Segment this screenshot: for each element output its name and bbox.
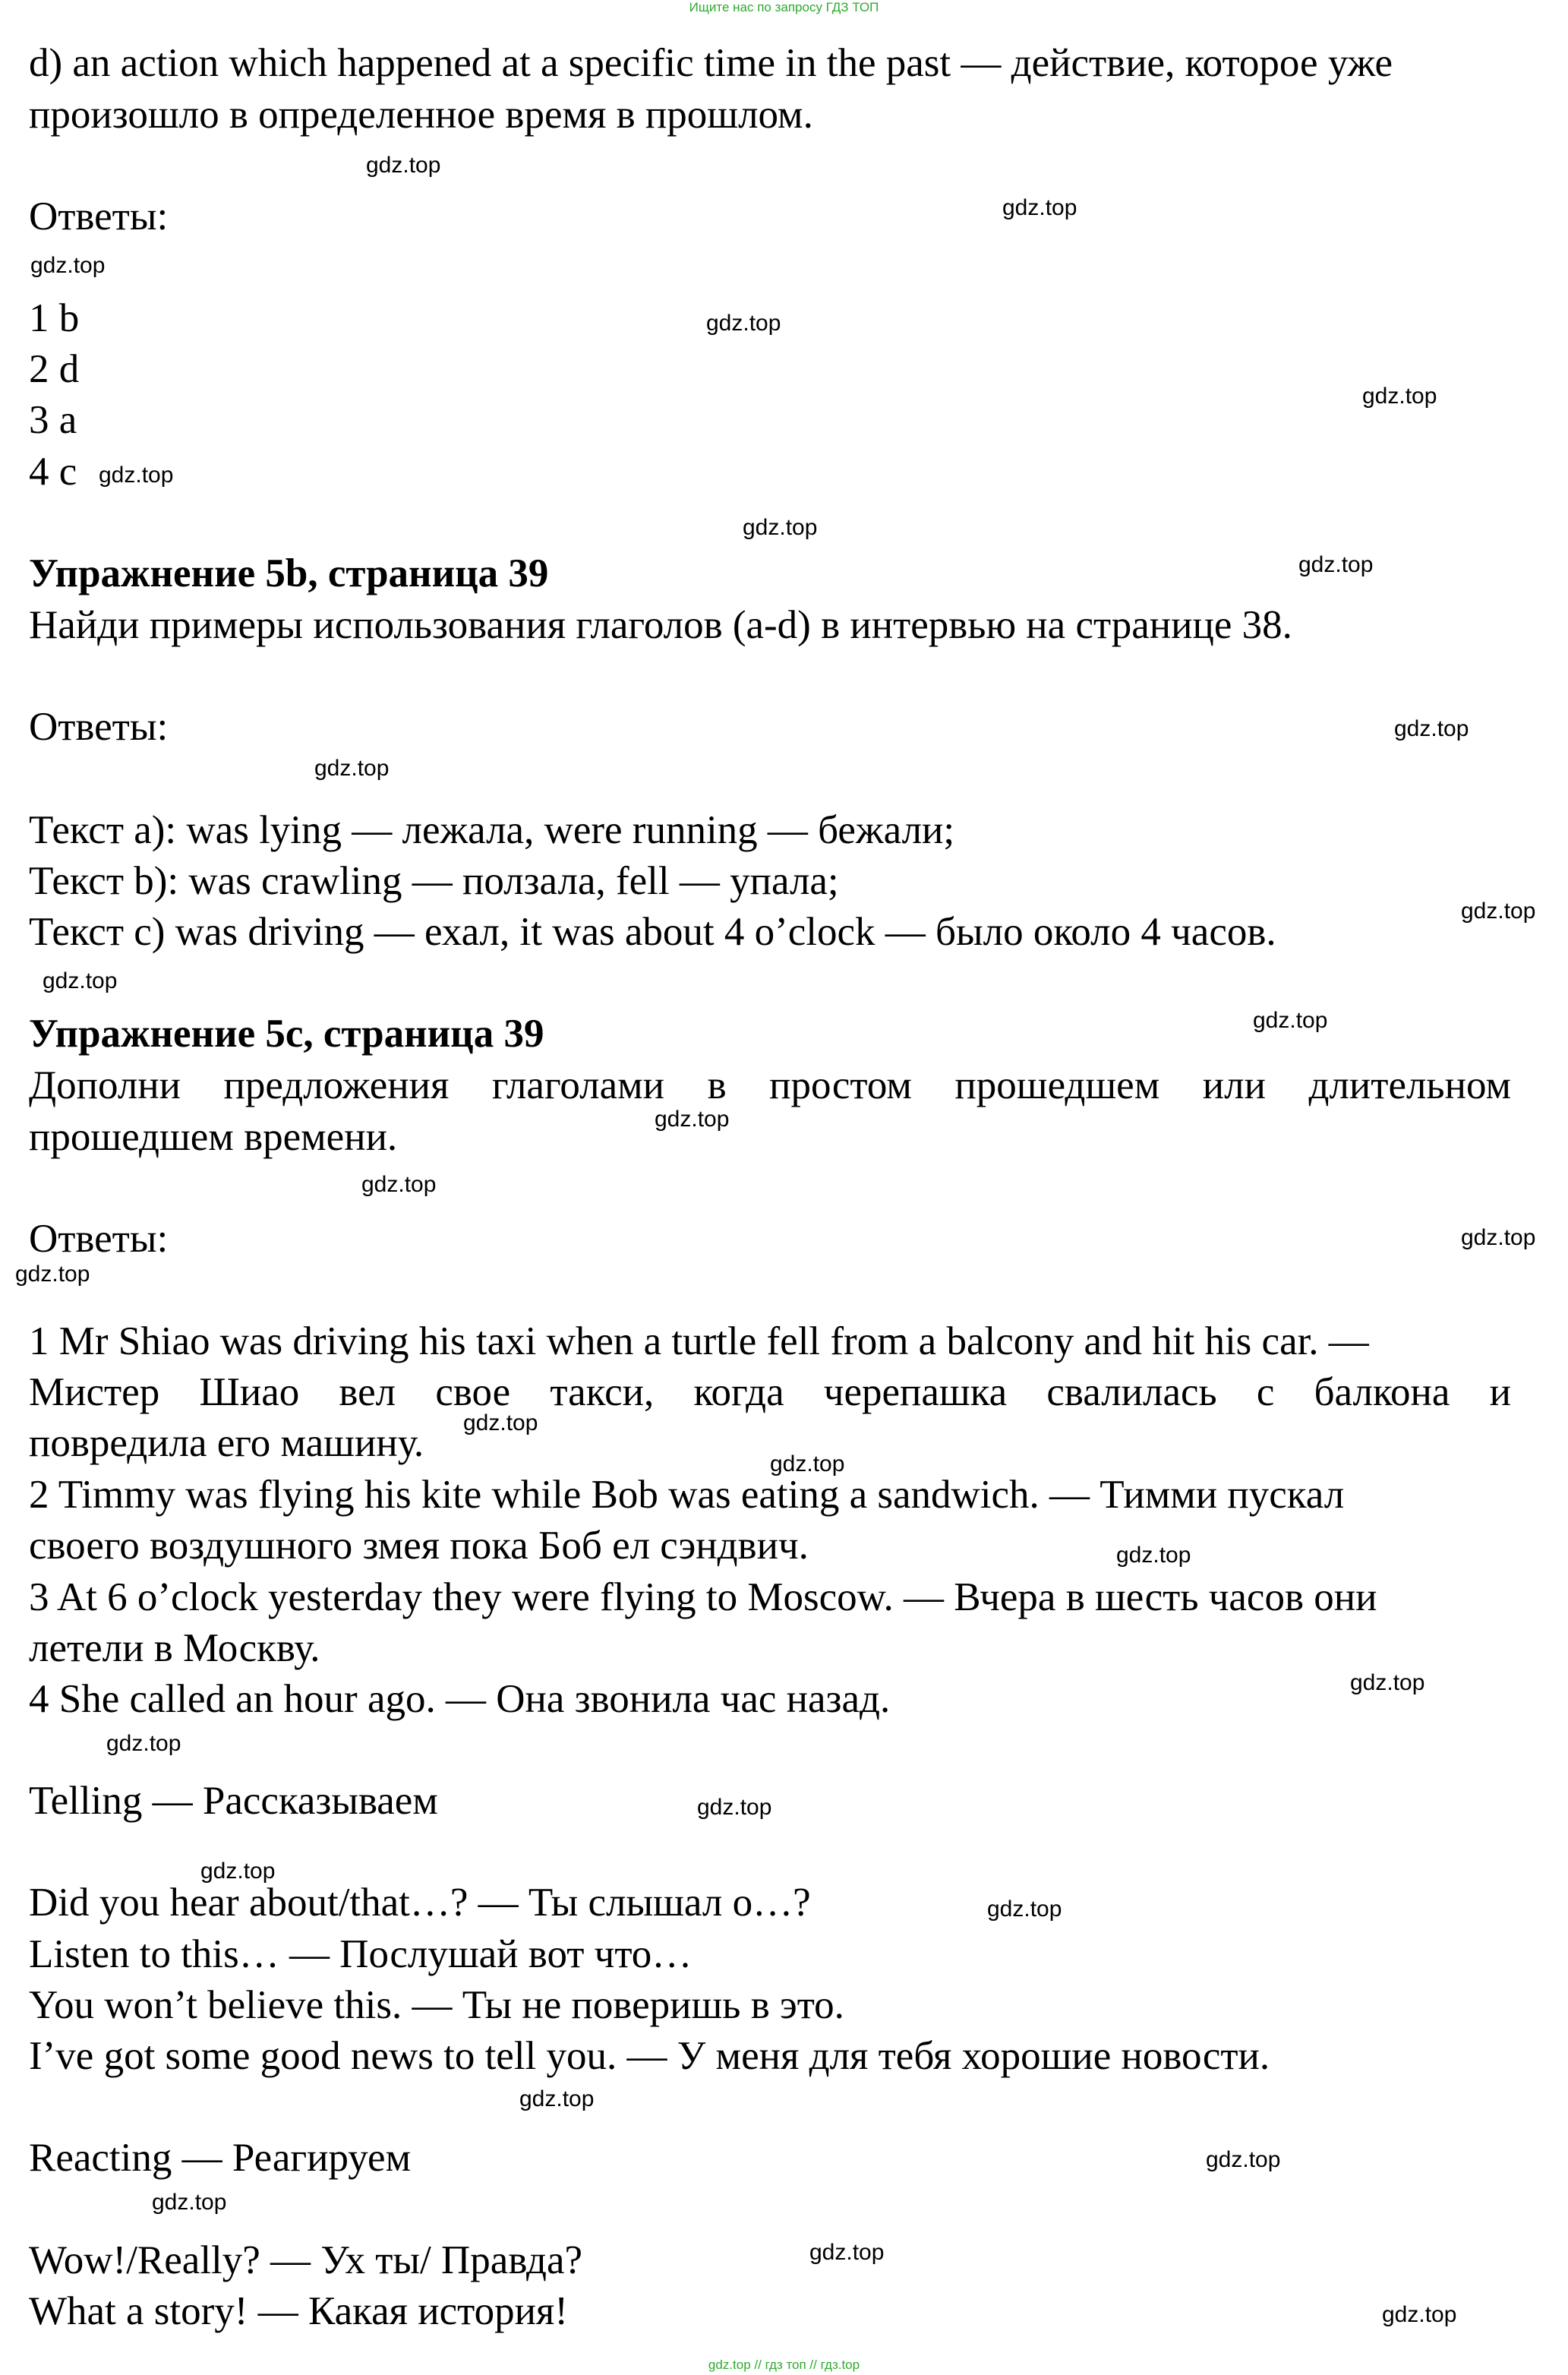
watermark: gdz.top bbox=[99, 463, 174, 488]
phrase-item: Listen to this… — Послушай вот что… bbox=[29, 1932, 693, 1976]
exercise-5c-title: Упражнение 5c, страница 39 bbox=[29, 1012, 544, 1056]
bottom-banner[interactable]: gdz.top // гдз топ // гдз.top bbox=[708, 2358, 860, 2372]
watermark: gdz.top bbox=[1350, 1670, 1425, 1695]
intro-line: d) an action which happened at a specific time in the past — действие, которое уже bbox=[29, 41, 1393, 85]
watermark: gdz.top bbox=[809, 2240, 885, 2265]
answer-item: 2 d bbox=[29, 347, 80, 391]
answer-item: Текст b): was crawling — ползала, fell — упала; bbox=[29, 859, 839, 903]
answer-item: Текст a): was lying — лежала, were running — бежали; bbox=[29, 808, 955, 852]
watermark: gdz.top bbox=[30, 253, 106, 278]
watermark: gdz.top bbox=[1362, 384, 1437, 409]
watermark: gdz.top bbox=[1461, 899, 1536, 924]
answers-label: Ответы: bbox=[29, 194, 169, 238]
answer-item: 1 Mr Shiao was driving his taxi when a turtle fell from a balcony and hit his car. — bbox=[29, 1319, 1369, 1363]
watermark: gdz.top bbox=[1206, 2147, 1281, 2172]
answer-item: 2 Timmy was flying his kite while Bob was eating a sandwich. — Тимми пускал bbox=[29, 1473, 1345, 1517]
watermark: gdz.top bbox=[1461, 1225, 1536, 1250]
phrase-item: Did you hear about/that…? — Ты слышал о…? bbox=[29, 1881, 811, 1925]
phrase-item: Wow!/Really? — Ух ты/ Правда? bbox=[29, 2238, 583, 2282]
phrase-item: You won’t believe this. — Ты не поверишь в это. bbox=[29, 1983, 844, 2027]
watermark: gdz.top bbox=[366, 153, 441, 178]
answer-item: своего воздушного змея пока Боб ел сэндвич. bbox=[29, 1524, 809, 1568]
watermark: gdz.top bbox=[200, 1859, 276, 1884]
watermark: gdz.top bbox=[361, 1172, 437, 1197]
answer-item: Текст c) was driving — ехал, it was about 4 o’clock — было около 4 часов. bbox=[29, 910, 1276, 954]
phrase-item: What a story! — Какая история! bbox=[29, 2289, 568, 2333]
watermark: gdz.top bbox=[743, 515, 818, 540]
watermark: gdz.top bbox=[697, 1795, 772, 1820]
watermark: gdz.top bbox=[770, 1451, 845, 1476]
watermark: gdz.top bbox=[519, 2086, 595, 2111]
answers-label: Ответы: bbox=[29, 705, 169, 749]
exercise-5b-title: Упражнение 5b, страница 39 bbox=[29, 551, 549, 595]
answer-item: повредила его машину. bbox=[29, 1421, 424, 1465]
top-banner[interactable]: Ищите нас по запросу ГДЗ ТОП bbox=[689, 0, 879, 14]
phrase-item: I’ve got some good news to tell you. — У меня для тебя хорошие новости. bbox=[29, 2034, 1270, 2078]
watermark: gdz.top bbox=[987, 1897, 1062, 1922]
answers-label: Ответы: bbox=[29, 1217, 169, 1261]
watermark: gdz.top bbox=[706, 311, 781, 336]
watermark: gdz.top bbox=[152, 2190, 227, 2215]
watermark: gdz.top bbox=[1002, 195, 1077, 220]
answer-item: летели в Москву. bbox=[29, 1626, 320, 1670]
watermark: gdz.top bbox=[1382, 2302, 1457, 2327]
watermark: gdz.top bbox=[314, 756, 390, 781]
exercise-5c-task: Дополни предложения глаголами в простом прошедшем или длительном bbox=[29, 1063, 1511, 1107]
telling-title: Telling — Рассказываем bbox=[29, 1779, 438, 1823]
answer-item: 1 b bbox=[29, 296, 80, 340]
watermark: gdz.top bbox=[43, 968, 118, 993]
intro-line: произошло в определенное время в прошлом. bbox=[29, 93, 813, 137]
watermark: gdz.top bbox=[106, 1731, 181, 1756]
reacting-title: Reacting — Реагируем bbox=[29, 2136, 412, 2180]
watermark: gdz.top bbox=[463, 1410, 538, 1435]
answer-item: 3 a bbox=[29, 398, 77, 442]
answer-item: Мистер Шиао вел свое такси, когда черепашка свалилась с балкона и bbox=[29, 1370, 1511, 1414]
watermark: gdz.top bbox=[1253, 1008, 1328, 1033]
answer-item: 3 At 6 o’clock yesterday they were flying to Moscow. — Вчера в шесть часов они bbox=[29, 1575, 1377, 1619]
exercise-5c-task: прошедшем времени. bbox=[29, 1115, 398, 1159]
watermark: gdz.top bbox=[1298, 552, 1374, 577]
answer-item: 4 c bbox=[29, 450, 77, 494]
watermark: gdz.top bbox=[1116, 1543, 1191, 1568]
answer-item: 4 She called an hour ago. — Она звонила час назад. bbox=[29, 1677, 891, 1721]
watermark: gdz.top bbox=[655, 1107, 730, 1132]
exercise-5b-task: Найди примеры использования глаголов (a-d) в интервью на странице 38. bbox=[29, 603, 1292, 647]
watermark: gdz.top bbox=[1394, 716, 1469, 741]
watermark: gdz.top bbox=[15, 1262, 90, 1287]
